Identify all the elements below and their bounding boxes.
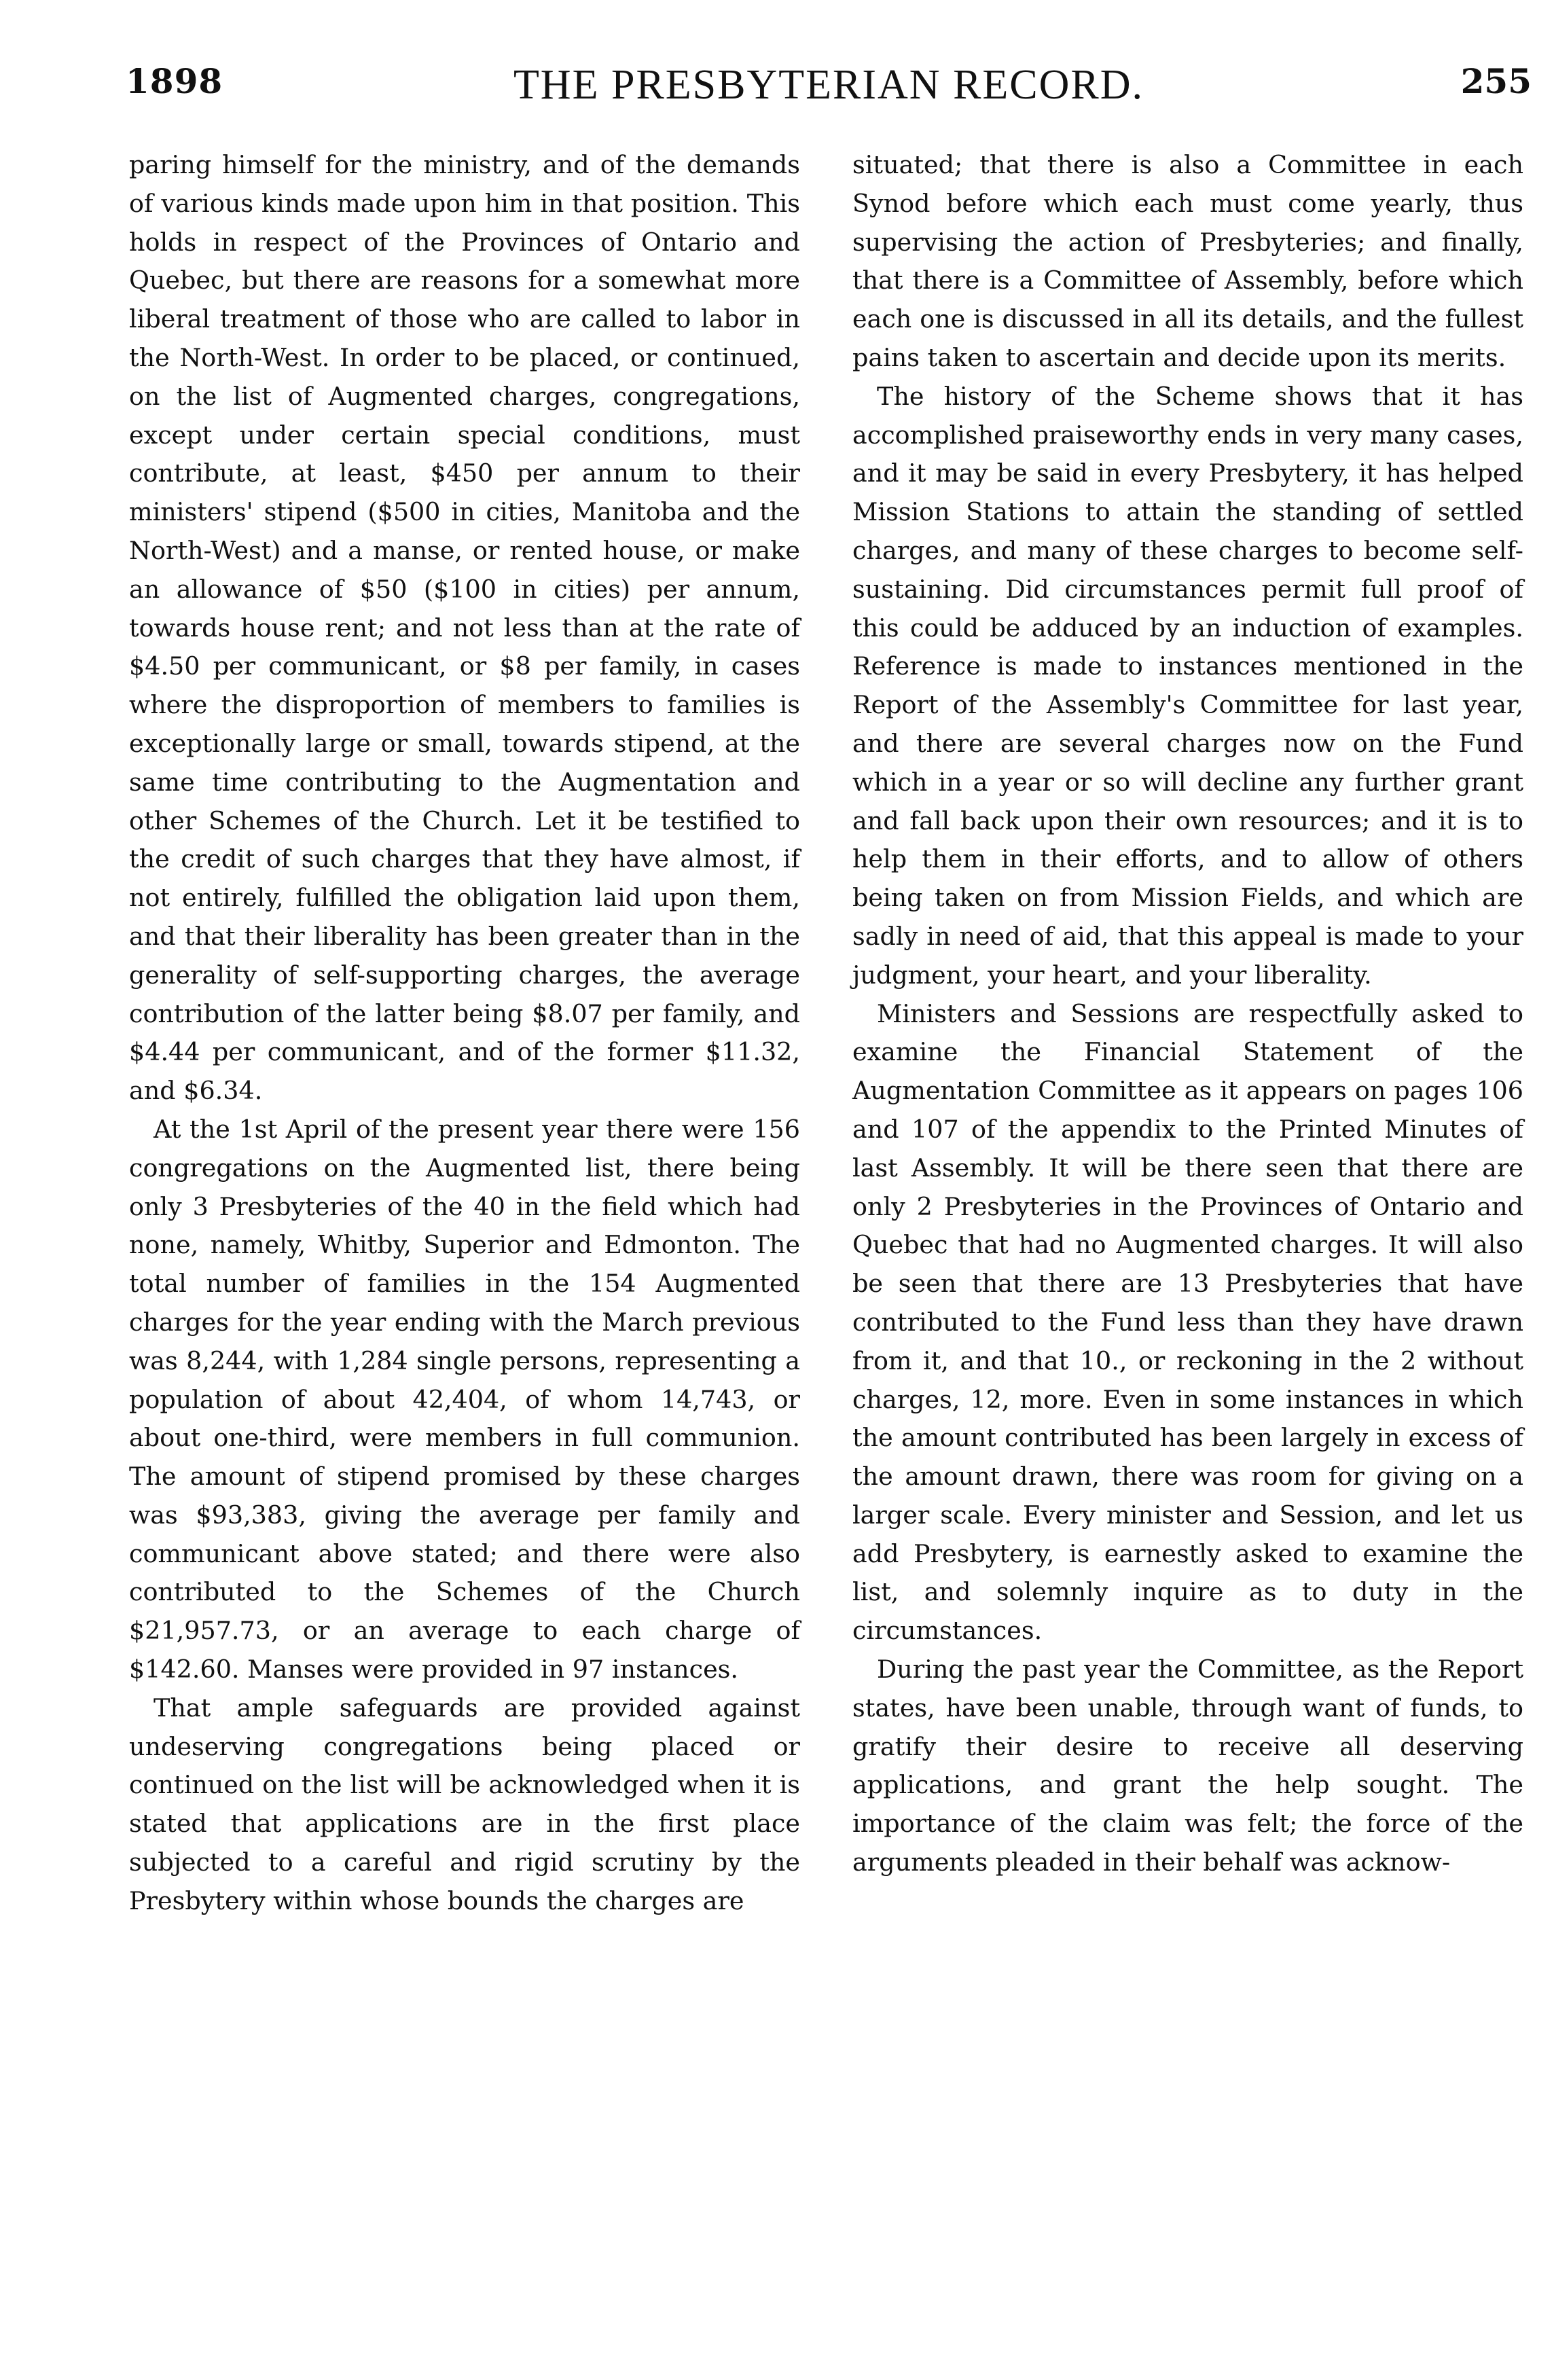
- paragraph-safeguards: That ample safeguards are provided against undeserving congregations being placed or continued on the list will be acknowledged when it is stated that applications are in the first place subjected to a careful and rigid scrutiny by the Presbytery within whose bounds the charges are: [129, 1693, 800, 1915]
- paragraph-augmented-list-stats: At the 1st April of the present year there were 156 congregations on the Augmented list, there being only 3 Presbyteries of the 40 in the field which had none, namely, Whitby, Superior and Edmonton. The total number of families in the 154 Augmented charges for the year ending with the March previous was 8,244, with 1,284 single persons, representing a population of about 42,404, of whom 14,743, or about one-third, were members in full communion. The amount of stipend promised by these charges was $93,383, giving the average per family and communicant above stated; and there were also contributed to the Schemes of the Church $21,957.73, or an average to each charge of $142.60. Manses were provided in 97 instances.: [129, 1114, 800, 1684]
- header-year: 1898: [126, 61, 223, 101]
- paragraph-scheme-history: The history of the Scheme shows that it has accomplished praiseworthy ends in very many cases, and it may be said in every Presbytery, it has helped Mission Stations to attain the standing of settled charges, and many of these charges to become self-sustaining. Did circumstances permit full proof of this could be adduced by an induction of examples. Reference is made to instances mentioned in the Report of the Assembly's Committee for last year, and there are several charges now on the Fund which in a year or so will decline any further grant and fall back upon their own resources; and it is to help them in their efforts, and to allow of others being taken on from Mission Fields, and which are sadly in need of aid, that this appeal is made to your judgment, your heart, and your liberality.: [852, 381, 1523, 990]
- page-header: [126, 61, 1532, 136]
- right-column: [852, 146, 1523, 1882]
- page-number: 255: [1460, 61, 1532, 101]
- left-column: [129, 146, 800, 1921]
- publication-title: THE PRESBYTERIAN RECORD.: [513, 62, 1144, 108]
- paragraph-financial-statement: Ministers and Sessions are respectfully asked to examine the Financial Statement of the Augmentation Committee as it appears on pages 106 and 107 of the appendix to the Printed Minutes of last Assembly. It will be there seen that there are only 2 Presbyteries in the Provinces of Ontario and Quebec that had no Augmented charges. It will also be seen that there are 13 Presbyteries that have contributed to the Fund less than they have drawn from it, and that 10., or reckoning in the 2 without charges, 12, more. Even in some instances in which the amount contributed has been largely in excess of the amount drawn, there was room for giving on a larger scale. Every minister and Session, and let us add Presbytery, is earnestly asked to examine the list, and solemnly inquire as to duty in the circumstances.: [852, 998, 1523, 1646]
- paragraph-past-year: During the past year the Committee, as the Report states, have been unable, through want of funds, to gratify their desire to receive all deserving applications, and grant the help sought. The importance of the claim was felt; the force of the arguments pleaded in their behalf was acknow-: [852, 1655, 1523, 1877]
- paragraph-continuation: paring himself for the ministry, and of the demands of various kinds made upon him in that position. This holds in respect of the Provinces of Ontario and Quebec, but there are reasons for a somewhat more liberal treatment of those who are called to labor in the North-West. In order to be placed, or continued, on the list of Augmented charges, congregations, except under certain special conditions, must contribute, at least, $450 per annum to their ministers' stipend ($500 in cities, Manitoba and the North-West) and a manse, or rented house, or make an allowance of $50 ($100 in cities) per annum, towards house rent; and not less than at the rate of $4.50 per communicant, or $8 per family, in cases where the disproportion of members to families is exceptionally large or small, towards stipend, at the same time contributing to the Augmentation and other Schemes of the Church. Let it be testified to the credit of such charges that they have almost, if not entirely, fulfilled the obligation laid upon them, and that their liberality has been greater than in the generality of self-supporting charges, the average contribution of the latter being $8.07 per family, and $4.44 per communicant, and of the former $11.32, and $6.34.: [129, 150, 800, 1106]
- paragraph-committee-review: situated; that there is also a Committee in each Synod before which each must come yearly, thus supervising the action of Presbyteries; and finally, that there is a Committee of Assembly, before which each one is discussed in all its details, and the fullest pains taken to ascertain and decide upon its merits.: [852, 150, 1523, 372]
